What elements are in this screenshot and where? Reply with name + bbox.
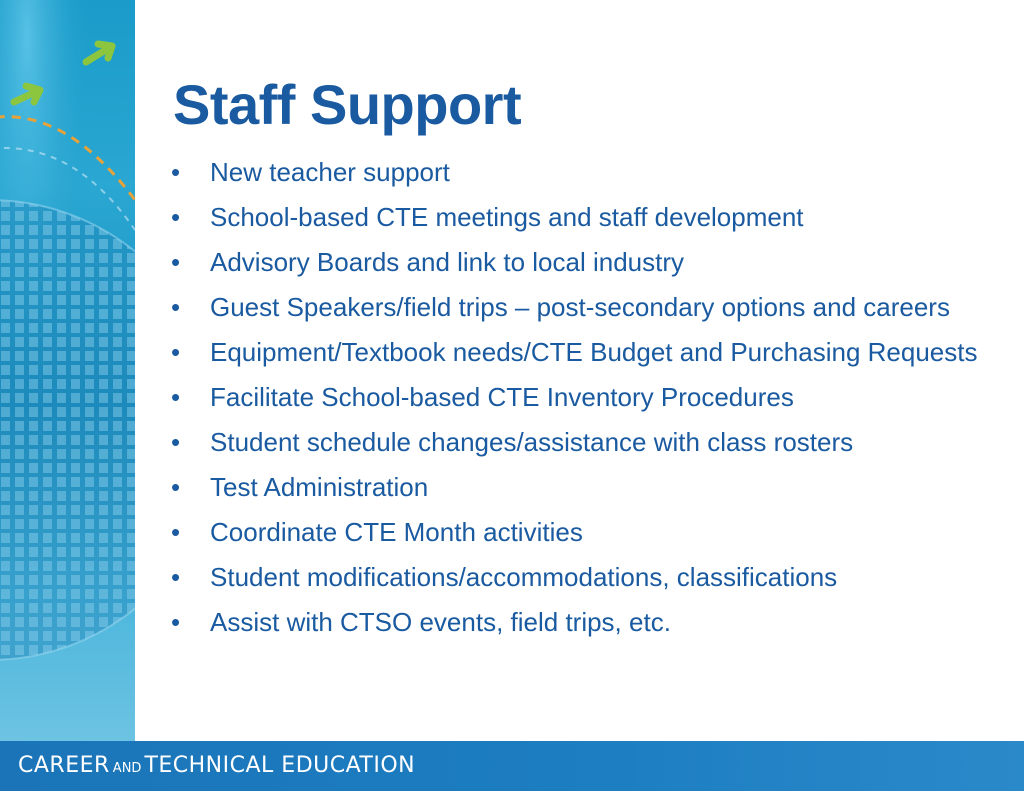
bullet-icon: • <box>171 607 181 637</box>
bullet-item <box>168 245 1008 280</box>
bullet-text: Assist with CTSO events, field trips, etc. <box>210 607 671 637</box>
bullet-list <box>168 155 1008 650</box>
bullet-item <box>168 335 1008 370</box>
bullet-icon: • <box>171 292 181 322</box>
footer-band <box>0 741 1024 791</box>
bullet-item <box>168 290 1008 325</box>
bullet-text: Test Administration <box>210 472 429 502</box>
bullet-text: Student schedule changes/assistance with class rosters <box>210 427 854 457</box>
bullet-item <box>168 425 1008 460</box>
bullet-icon: • <box>171 157 181 187</box>
bullet-icon: • <box>171 562 181 592</box>
footer-brand-technical-education: TECHNICAL EDUCATION <box>144 753 416 778</box>
bullet-icon: • <box>171 202 181 232</box>
bullet-icon: • <box>171 472 181 502</box>
bullet-text: Coordinate CTE Month activities <box>210 517 583 547</box>
green-arrow-icon <box>0 0 135 130</box>
bullet-item <box>168 155 1008 190</box>
footer-brand-career: CAREER <box>18 753 110 778</box>
footer-brand-and: AND <box>112 761 142 776</box>
bullet-text: Student modifications/accommodations, classifications <box>210 562 838 592</box>
bullet-item <box>168 470 1008 505</box>
decorative-side-panel <box>0 0 135 741</box>
bullet-icon: • <box>171 427 181 457</box>
bullet-item <box>168 515 1008 550</box>
footer-brand <box>18 751 415 784</box>
bullet-icon: • <box>171 382 181 412</box>
bullet-icon: • <box>171 517 181 547</box>
bullet-icon: • <box>171 247 181 277</box>
bullet-item <box>168 200 1008 235</box>
bullet-text: Advisory Boards and link to local industry <box>210 247 685 277</box>
bullet-text: Facilitate School-based CTE Inventory Procedures <box>210 382 794 412</box>
bullet-item <box>168 605 1008 640</box>
bullet-text: Equipment/Textbook needs/CTE Budget and Purchasing Requests <box>210 337 978 367</box>
bullet-text: Guest Speakers/field trips – post-secondary options and careers <box>210 292 950 322</box>
bullet-item <box>168 560 1008 595</box>
bullet-text: New teacher support <box>210 157 450 187</box>
bullet-icon: • <box>171 337 181 367</box>
bullet-item <box>168 380 1008 415</box>
slide-title: Staff Support <box>173 73 522 136</box>
bullet-text: School-based CTE meetings and staff development <box>210 202 804 232</box>
